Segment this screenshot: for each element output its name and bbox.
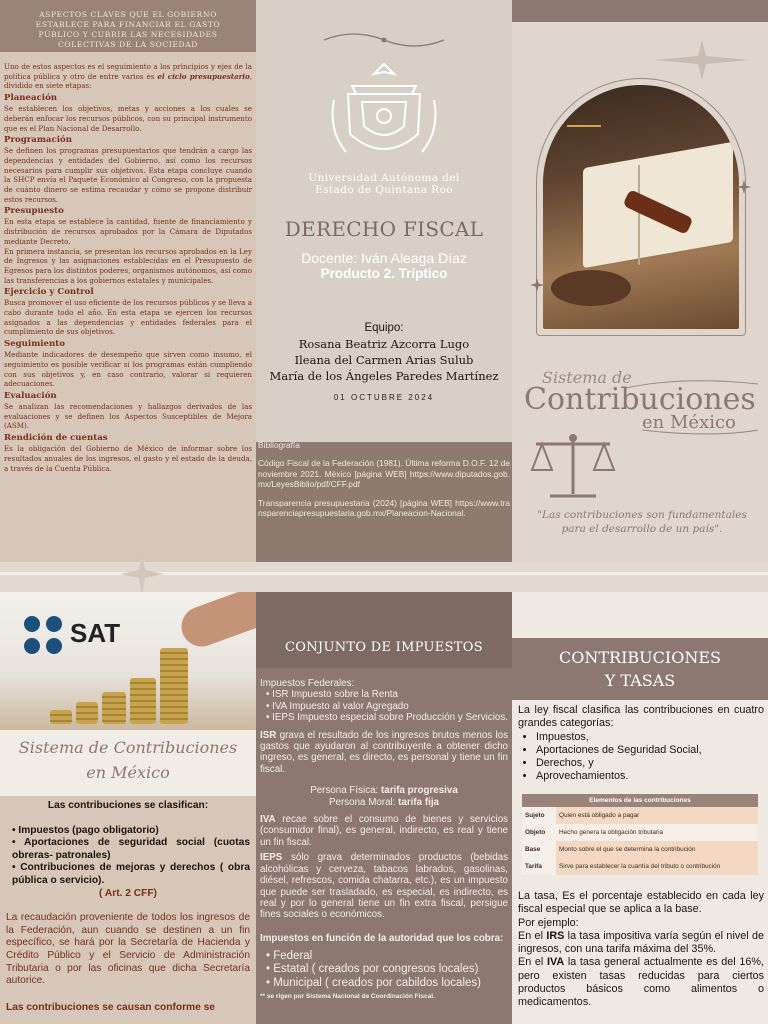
section-text-planeacion: Se establecen los objetivos, metas y acciones a los cuales se deberán enfocar los recursos públicos, con su principal instrumento que es el Plan Nacional de Desarrollo. [4,104,252,133]
panel4-title-line2: en México [86,763,170,782]
categories-list [518,731,764,784]
table-title: Elementos de las contribuciones [522,794,758,807]
panel-contributions-rates [512,592,768,1024]
law-book-gavel-image [543,85,739,329]
article-ref: ( Art. 2 CFF) [99,887,157,899]
isr-paragraph: ISR grava el resultado de los ingresos brutos menos los gastos que ayudaron al contribuyente a obtener dicho ingreso, es general, es directo, es personal y tiene un fin fiscal. [260,729,508,775]
date-label: 01 OCTUBRE 2024 [333,393,435,402]
hand-image [176,592,256,652]
section-text-seguimiento: Mediante indicadores de desempeño que sirven como insumo, el seguimiento es posible verificar si los programas están cumpliendo con sus objetivos y, en caso contrario, valorar si requieren adecuaciones. [4,350,252,389]
list-item: • Aportaciones de seguridad social (cuotas obreras- patronales) [12,837,250,862]
panel-back-cover [512,0,768,562]
section-title-seguimiento: Seguimiento [4,339,65,350]
list-item: • Contribuciones de mejoras y derechos ( obra pública o servicio). [12,862,250,887]
panel1-header: ASPECTOS CLAVES QUE EL GOBIERNO ESTABLECE PARA FINANCIAR EL GASTO PÚBLICO Y CUBRIR LAS NECESIDADES COLECTIVAS DE LA SOCIEDAD [0,0,256,52]
section-title-planeacion: Planeación [4,93,58,104]
ieps-paragraph: IEPS sólo grava determinados productos (bebidas alcohólicas y cerveza, tabacos labrados, gasolinas, diésel, refrescos, comida chatarra, etc.), es un impuesto que puede ser trasladado, es especial, es indirecto, es real y por lo general tiene un fin extra fiscal, persigue fines sociales o económicos. [260,852,508,921]
elements-table [522,794,758,875]
sparkle-icon [737,180,751,194]
section-title-presupuesto: Presupuesto [4,206,64,217]
panel6-title-line1: CONTRIBUCIONES [559,648,721,667]
panel6-header [512,638,768,700]
tasa-definition: La tasa, Es el porcentaje establecido en cada ley fiscal especial que se aplica a la base. [518,890,764,916]
irs-example: En el IRS la tasa impositiva varía según el nivel de ingresos, con una tarifa máxima del 35%. [518,929,765,956]
intro-text: Uno de estos aspectos es el seguimiento a los principios y ejes de la política pública y otro de entre varios es el ciclo presupuestario, dividido en siete etapas: [4,62,253,91]
sparkle-icon [120,552,164,596]
section-text-rendicion: Es la obligación del Gobierno de México de informar sobre los resultados anuales de los ingresos, el gasto y el estado de la deuda, a través de la Cuenta Pública. [4,444,252,473]
example-label: Por ejemplo: [518,916,579,929]
panel4-title-line1: Sistema de Contribuciones [18,738,238,757]
team-member: Ileana del Carmen Arias Sulub [294,353,474,367]
flourish-ornament-icon [622,372,762,436]
section-text-presupuesto: En esta etapa se establece la cantidad, fuente de financiamiento y distribución de recursos aprobados por la Cámara de Diputados mediante Decreto. [4,217,252,246]
rates-text [518,890,764,1010]
team-member: María de los Ángeles Paredes Martínez [269,369,499,383]
footnote: ** se rigen por Sistema Nacional de Coordinación Fiscal. [260,992,435,1000]
person-rates: Persona Física: tarifa progresiva Persona Moral: tarifa fija [310,785,458,808]
list-item: • Aprovechamientos. [536,770,764,783]
section-text-evaluacion: Se analizan las recomendaciones y hallazgos derivados de las evaluaciones y se definen los Aspectos Susceptibles de Mejora (ASM). [4,401,252,431]
sat-logo-text: SAT [70,618,121,648]
bibliography-entry: Código Fiscal de la Federación (1981). Última reforma D.O.F. 12 de noviembre 2021. México [página WEB] https://www.diputados.gob.mx/LeyesBiblio/pdf/CFF.pdf [258,458,510,490]
list-item: • Estatal ( creados por congresos locales) [266,963,508,976]
panel-cover [256,0,512,562]
collection-paragraph: La recaudación proveniente de todos los ingresos de la Federación, aun cuando se destinen a un fin específico, se hará por la Secretaría de Hacienda y Crédito Público y el Servicio de Administración Tributaria o por las oficinas que dicha Secretaría autorice. [6,912,250,987]
product-label: Producto 2. Tríptico [320,266,448,281]
panel4-body [0,796,256,1018]
sat-logo-icon [22,614,66,662]
section-title-rendicion: Rendición de cuentas [4,433,108,444]
table-row: Base Monto sobre el que se determina la contribución [522,841,758,858]
panel6-body [518,704,764,784]
iva-example: En el IVA la tasa general actualmente es del 16%, pero existen tasas reducidas para ciertos productos básicos como alimentos o medicamentos. [518,956,764,1009]
back-header-band [512,0,768,22]
panel-contributions-intro [0,592,256,1024]
team-block [256,320,512,384]
section-title-evaluacion: Evaluación [4,390,57,401]
university-name: Universidad Autónoma del Estado de Quintana Roo [308,172,460,196]
categories-intro: La ley fiscal clasifica las contribuciones en cuatro grandes categorías: [518,704,764,730]
list-item: • Derechos, y [536,757,764,770]
panel5-header [256,592,512,668]
table-row: Objeto Hecho genera la obligación tributaria [522,824,758,841]
teacher-name: Docente: Iván Aleaga Díaz [301,250,467,266]
list-item: • Impuestos, [536,731,764,744]
causation-paragraph: Las contribuciones se causan conforme se [6,1001,215,1013]
federal-list [260,689,508,723]
panel5-body [260,678,508,1002]
panel1-body [0,52,256,473]
panel-taxes [256,592,512,1024]
classify-list [6,825,250,888]
scale-of-justice-icon [528,430,618,502]
table-row: Tarifa Sirve para establecer la cuantía del tributo o contribución [522,858,758,875]
section-text-programacion: Se definen los programas presupuestarios que tendrán a cargo las dependencias y entidades del Gobierno, así como los recursos necesarios para cumplir sus objetivos. Esta etapa concluye cuando la SHCP envía el Paquete Económico al Congreso, con la propuesta de cuánto dinero se estima recaudar y cómo se propone distribuir estos recursos. [4,146,252,204]
panel4-title-band [0,730,256,796]
team-label: Equipo: [364,322,404,334]
sat-coins-image [0,592,256,730]
classify-title: Las contribuciones se clasifican: [47,800,209,811]
list-item: • Municipal ( creados por cabildos locales) [266,977,508,990]
authority-title: Impuestos en función de la autoridad que los cobra: [260,932,504,944]
university-crest-icon [326,60,442,168]
flourish-ornament-icon [314,28,454,52]
team-member: Rosana Beatriz Azcorra Lugo [298,337,470,351]
table-row: Sujeto Quien está obligado a pagar [522,807,758,824]
authority-list [260,950,508,990]
panel-budget-cycle [0,0,256,562]
list-item: • Impuestos (pago obligatorio) [12,825,250,838]
section-title-programacion: Programación [4,135,72,146]
list-item: • Aportaciones de Seguridad Social, [536,744,764,757]
cover-top [256,0,512,442]
section-title-ejercicio: Ejercicio y Control [4,287,94,298]
fold-strip [0,562,768,592]
course-title: DERECHO FISCAL [284,217,484,241]
title-line-2: Contribuciones [524,382,756,417]
list-item: • IEPS Impuesto especial sobre Producción y Servicios. [266,712,508,723]
sparkle-icon [530,278,544,292]
list-item: • Federal [266,950,508,963]
bibliography-title: Bibliografía [258,440,300,450]
coin-stack [160,648,188,724]
section-text-presupuesto-2: En primera instancia, se presentan los recursos aprobados en la Ley de Ingresos y las asignaciones establecidas en el Presupuesto de Egresos para los distintos poderes, organismos autónomos, así como las transferencias a los gobiernos estatales y municipales. [4,246,252,285]
panel5-title: CONJUNTO DE IMPUESTOS [285,640,483,655]
title-line-3: en México [642,412,736,433]
sparkle-icon [652,38,752,82]
panel6-title-line2: Y TASAS [604,671,676,690]
bibliography-entry: Transparencia presupuestaria (2024) [página WEB] https://www.transparenciapresupuestaria.gob.mx/Planeacion-Nacional. [258,497,510,519]
list-item: • ISR Impuesto sobre la Renta [266,689,508,700]
photo-frame [536,78,746,336]
section-text-ejercicio: Busca promover el uso eficiente de los recursos públicos y se lleva a cabo durante todo el año. En esta etapa se ejercen los recursos asignados a las dependencias y entidades federales para el cumplimiento de sus objetivos. [4,298,252,337]
quote: "Las contribuciones son fundamentales para el desarrollo de un país". [537,509,747,535]
federal-label: Impuestos Federales: [260,678,355,689]
title-line-1: Sistema de [542,368,632,387]
list-item: • IVA Impuesto al valor Agregado [266,701,508,712]
bibliography [258,440,510,518]
iva-paragraph: IVA recae sobre el consumo de bienes y servicios (consumidor final), es general, indirecto, es real y tiene un fin fiscal. [260,814,508,848]
